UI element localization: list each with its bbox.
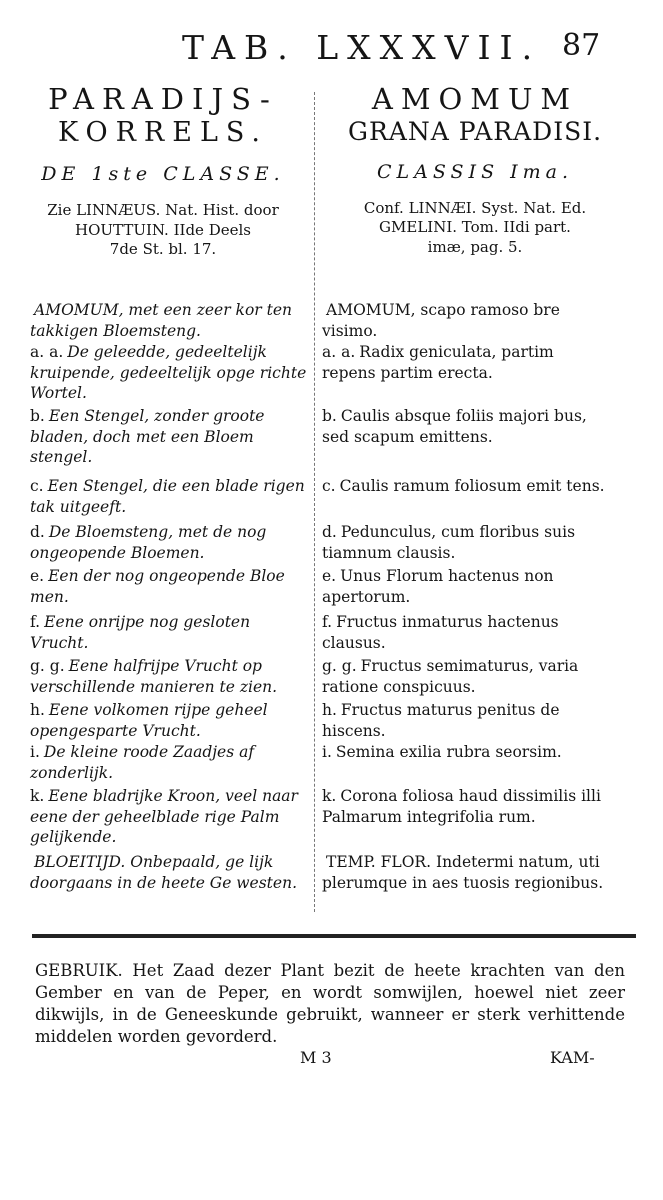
right-entry: h. Fructus maturus penitus de hiscens. — [322, 701, 560, 740]
left-entry: h. Eene volkomen rijpe geheel opengesparte Vrucht. — [30, 701, 268, 740]
page-number: 87 — [562, 28, 601, 63]
right-entry: c. Caulis ramum foliosum emit tens. — [322, 477, 605, 495]
right-title-line-1: AMOMUM — [371, 82, 579, 116]
left-title-line-1: PARADIJS- — [48, 82, 278, 116]
right-entry: i. Semina exilia rubra seorsim. — [322, 743, 562, 761]
right-entry: k. Corona foliosa haud dissimilis illi Palmarum integrifolia rum. — [322, 787, 601, 826]
right-title-line-2: GRANA PARADISI. — [347, 116, 603, 146]
plate-title: TAB. LXXXVII. — [182, 28, 542, 67]
left-entry: d. De Bloemsteng, met de nog ongeopende Bloemen. — [30, 523, 267, 562]
left-title-block — [18, 82, 308, 260]
right-entry: f. Fructus inmaturus hactenus clausus. — [322, 613, 559, 652]
left-title-line-2: KORRELS. — [58, 116, 268, 148]
right-entry: g. g. Fructus semimaturus, varia ratione conspicuus. — [322, 657, 579, 696]
left-reference-3: 7de St. bl. 17. — [109, 240, 217, 259]
left-entry: i. De kleine roode Zaadjes af zonderlijk. — [30, 743, 255, 782]
left-entry: c. Een Stengel, die een blade rigen tak uitgeeft. — [30, 477, 305, 516]
right-class: CLASSIS Ima. — [376, 160, 574, 183]
left-entry: a. a. De geleedde, gedeeltelijk kruipende, gedeeltelijk opge richte Wortel. — [30, 343, 307, 402]
left-class: DE 1ste CLASSE. — [41, 163, 285, 186]
column-divider — [314, 92, 315, 912]
right-entry: AMOMUM, scapo ramoso bre visimo. — [322, 301, 560, 340]
left-entry: BLOEITIJD. Onbepaald, ge lijk doorgaans in de heete Ge westen. — [30, 853, 297, 892]
left-entry: e. Een der nog ongeopende Bloe men. — [30, 567, 285, 606]
usage-note: GEBRUIK. Het Zaad dezer Plant bezit de heete krachten van den Gember en van de Peper, en wordt somwijlen, hoewel niet zeer dikwijls, in de Geneeskunde gebruikt, wanneer er sterk verhittende middelen worden gevorderd. — [35, 961, 625, 1046]
left-entry: k. Eene bladrijke Kroon, veel naar eene der geheelblade rige Palm gelijkende. — [30, 787, 298, 846]
left-entry: g. g. Eene halfrijpe Vrucht op verschillende manieren te zien. — [30, 657, 278, 696]
left-entry: AMOMUM, met een zeer kor ten takkigen Bloemsteng. — [30, 301, 293, 340]
left-reference-2: HOUTTUIN. IIde Deels — [75, 220, 251, 239]
signature-mark: M 3 — [300, 1048, 332, 1067]
left-entry: f. Eene onrijpe nog gesloten Vrucht. — [30, 613, 251, 652]
left-reference-1: Zie LINNÆUS. Nat. Hist. door — [47, 201, 279, 220]
right-entry: e. Unus Florum hactenus non apertorum. — [322, 567, 554, 606]
horizontal-rule — [32, 934, 636, 938]
right-entry: TEMP. FLOR. Indetermi natum, uti plerumque in aes tuosis regionibus. — [322, 853, 604, 892]
right-entry: a. a. Radix geniculata, partim repens partim erecta. — [322, 343, 554, 382]
right-entry: b. Caulis absque foliis majori bus, sed scapum emittens. — [322, 407, 587, 446]
catchword: KAM- — [550, 1048, 595, 1067]
left-entry: b. Een Stengel, zonder groote bladen, doch met een Bloem stengel. — [30, 407, 265, 466]
right-reference-1: Conf. LINNÆI. Syst. Nat. Ed. — [363, 198, 587, 217]
right-title-block — [325, 82, 625, 257]
right-reference-2: GMELINI. Tom. IIdi part. — [379, 218, 571, 237]
right-reference-3: imæ, pag. 5. — [427, 237, 523, 256]
right-entry: d. Pedunculus, cum floribus suis tiamnum clausis. — [322, 523, 576, 562]
page-header — [0, 28, 663, 68]
